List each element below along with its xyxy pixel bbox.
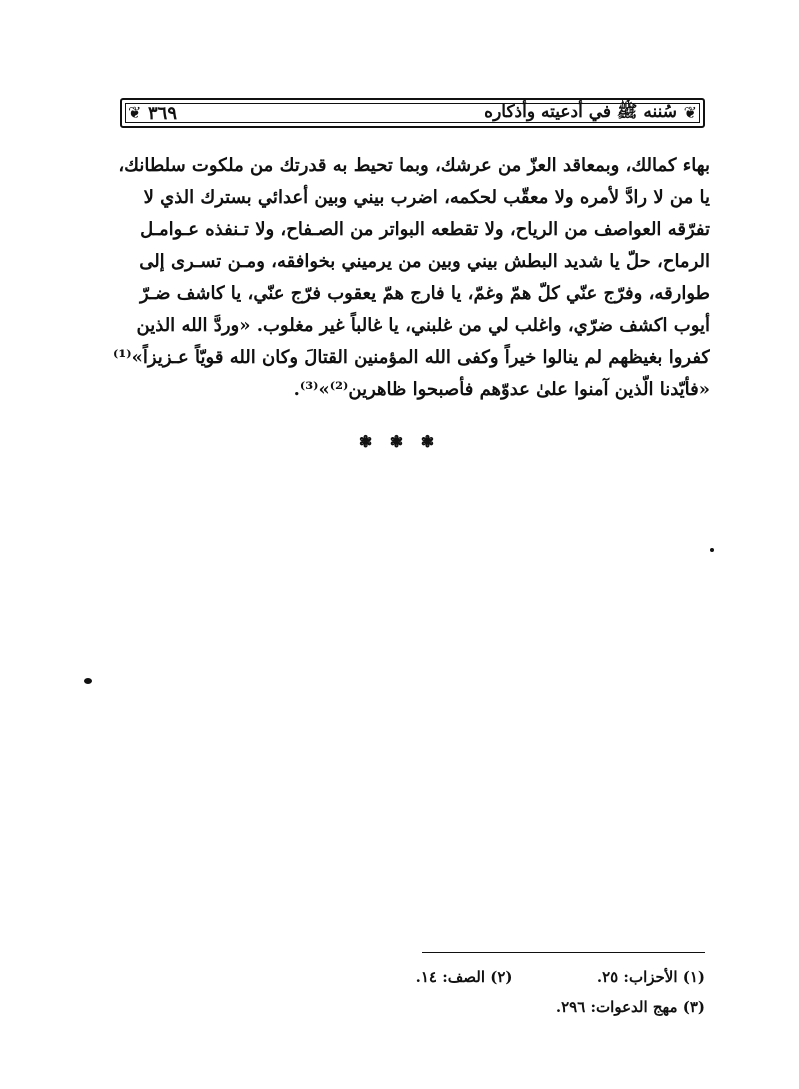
header-ornament-right-icon: ❦ (683, 103, 697, 122)
text-line: كفروا بغيظهم لم ينالوا خيراً وكفى الله المؤمنين القتالَ وكان الله قويّاً عـزيزاً»⁽¹⁾ (113, 347, 710, 368)
text-line: الرماح، حلّ يا شديد البطش بيني وبين من يرميني بخوافقه، ومـن تسـرى إلى (139, 251, 710, 272)
header-title: سُننه ﷺ في أدعيته وأذكاره (484, 101, 677, 122)
text-line: طوارقه، وفرّج عنّي كلّ همّ وغمّ، يا فارج همّ يعقوب فرّج عنّي، يا كاشف ضـرّ (139, 283, 710, 304)
section-separator: ❃ ❃ ❃ (358, 432, 441, 451)
footnote-2: (٢) الصف: ١٤. (415, 968, 513, 986)
text-line: تفرّقه العواصف من الرياح، ولا تقطعه البواتر من الصـفاح، ولا تـنفذه عـوامـل (140, 219, 710, 240)
footnote-rule (422, 952, 705, 953)
text-line: يا من لا رادَّ لأمره ولا معقّب لحكمه، اضرب بيني وبين أعدائي بسترك الذي لا (143, 187, 710, 208)
footnote-3: (٣) مهج الدعوات: ٢٩٦. (555, 998, 705, 1016)
scan-speck (84, 678, 92, 684)
footnote-1: (١) الأحزاب: ٢٥. (596, 968, 705, 986)
text-line: أيوب اكشف ضرّي، واغلب لي من غلبني، يا غالباً غير مغلوب. «وردَّ الله الذين (136, 315, 710, 336)
page-number: ٣٦٩ (148, 102, 178, 124)
running-header (120, 98, 705, 128)
scan-speck (710, 548, 714, 552)
text-line: بهاء كمالك، وبمعاقد العزّ من عرشك، وبما تحيط به قدرتك من ملكوت سلطانك، (118, 155, 710, 176)
text-line: «فأيّدنا الّذين آمنوا علىٰ عدوّهم فأصبحوا ظاهرين⁽²⁾»⁽³⁾. (293, 379, 710, 400)
header-ornament-left-icon: ❦ (128, 103, 142, 122)
footnotes (320, 962, 705, 1022)
main-text (112, 150, 710, 406)
